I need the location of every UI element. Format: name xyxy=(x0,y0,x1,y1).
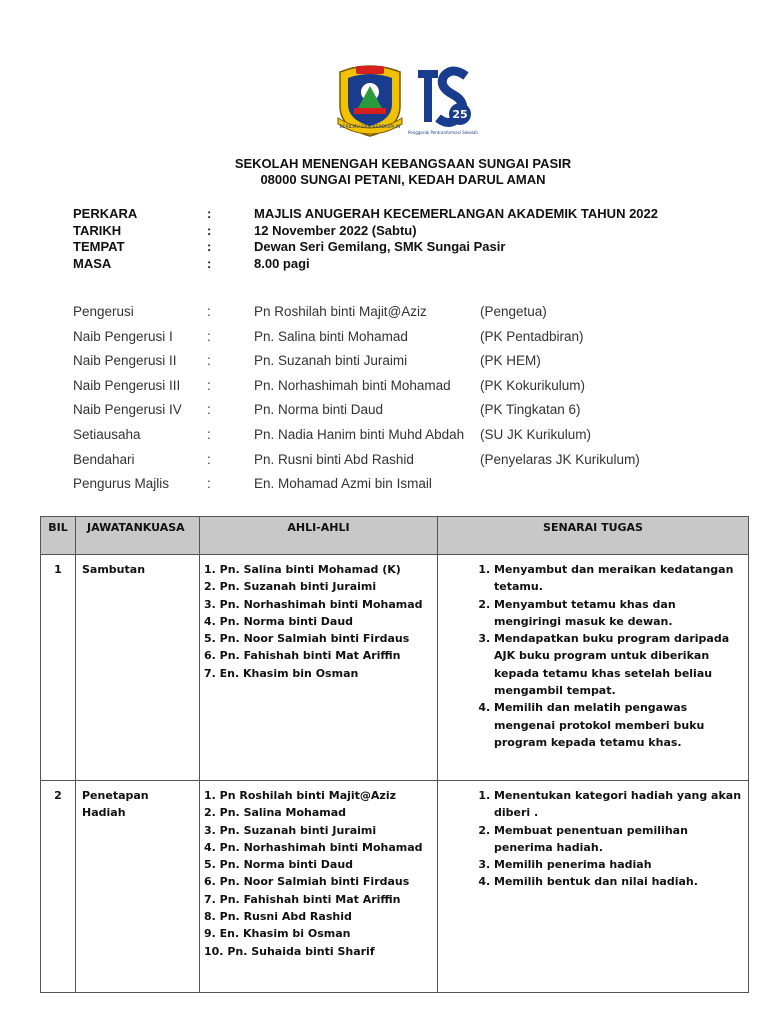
officer-colon: : xyxy=(207,304,211,319)
officer-role: Pengerusi xyxy=(73,304,134,319)
officer-role: Naib Pengerusi IV xyxy=(73,402,182,418)
officer-post: (PK Tingkatan 6) xyxy=(480,402,581,418)
officer-role: Naib Pengerusi III xyxy=(73,377,181,393)
officer-post: (Penyelaras JK Kurikulum) xyxy=(480,451,640,467)
meta-label: MASA xyxy=(73,255,112,271)
officer-role: Setiausaha xyxy=(73,426,141,442)
header-bil: BIL xyxy=(41,517,76,555)
officer-post: (Pengetua) xyxy=(480,304,547,319)
list-item: 3. Memilih penerima hadiah xyxy=(494,856,744,873)
table-row xyxy=(41,781,749,993)
list-item: 1. Menyambut dan meraikan kedatangan tetamu. xyxy=(494,561,744,596)
table-row xyxy=(41,555,749,781)
header-tugas: SENARAI TUGAS xyxy=(438,517,749,555)
list-item: 1. Pn. Salina binti Mohamad (K) xyxy=(204,563,401,576)
officer-name: En. Mohamad Azmi bin Ismail xyxy=(254,476,432,492)
member-list xyxy=(204,787,433,960)
officer-post: (SU JK Kurikulum) xyxy=(480,426,592,442)
officer-name: Pn. Norma binti Daud xyxy=(254,402,384,418)
list-item: 2. Pn. Salina Mohamad xyxy=(204,806,347,820)
list-item: 5. Pn. Noor Salmiah binti Firdaus xyxy=(204,632,410,646)
meta-label: PERKARA xyxy=(73,206,138,221)
list-item: 1. Pn Roshilah binti Majit@Aziz xyxy=(204,789,397,802)
list-item: 2. Pn. Suzanah binti Juraimi xyxy=(204,580,377,594)
list-item: 7. En. Khasim bin Osman xyxy=(204,666,359,680)
row-bil: 2 xyxy=(41,781,76,993)
row-jawatankuasa: Penetapan Hadiah xyxy=(76,781,200,993)
officer-colon: : xyxy=(207,451,211,467)
officer-role: Bendahari xyxy=(73,451,135,467)
header-ahli: AHLI-AHLI xyxy=(200,517,438,555)
row-members xyxy=(200,555,438,781)
list-item: 6. Pn. Noor Salmiah binti Firdaus xyxy=(204,875,410,889)
list-item: 4. Pn. Norhashimah binti Mohamad xyxy=(204,840,423,854)
ts25-logo xyxy=(408,64,478,138)
officer-name: Pn. Rusni binti Abd Rashid xyxy=(254,451,414,467)
officer-role: Naib Pengerusi II xyxy=(73,353,177,369)
meta-value: 8.00 pagi xyxy=(254,255,310,271)
officer-name: Pn. Salina binti Mohamad xyxy=(254,328,408,344)
officer-name: Pn. Suzanah binti Juraimi xyxy=(254,353,408,369)
school-header xyxy=(0,156,768,188)
officer-name: Pn. Norhashimah binti Mohamad xyxy=(254,377,451,393)
committee-table xyxy=(40,516,749,993)
meta-value: 12 November 2022 (Sabtu) xyxy=(254,222,417,238)
school-crest-logo xyxy=(334,62,406,138)
header-jawatankuasa: JAWATANKUASA xyxy=(76,517,200,555)
list-item: 3. Pn. Norhashimah binti Mohamad xyxy=(204,597,423,611)
school-name: SEKOLAH MENENGAH KEBANGSAAN SUNGAI PASIR xyxy=(234,156,572,171)
officer-colon: : xyxy=(207,353,211,369)
member-list xyxy=(204,561,433,682)
row-bil: 1 xyxy=(41,555,76,781)
row-tasks xyxy=(438,555,749,781)
officer-colon: : xyxy=(207,377,211,393)
officer-colon: : xyxy=(207,402,211,418)
list-item: 3. Pn. Suzanah binti Juraimi xyxy=(204,823,377,837)
row-jawatankuasa: Sambutan xyxy=(76,555,200,781)
crest-motto: BERILMU DAN BERDISIPLIN xyxy=(339,125,401,130)
row-members xyxy=(200,781,438,993)
list-item: 4. Memilih dan melatih pengawas mengenai protokol memberi buku program kepada tetamu khas. xyxy=(494,699,744,751)
meta-label: TARIKH xyxy=(73,222,122,238)
task-list xyxy=(442,561,744,751)
officer-colon: : xyxy=(207,328,211,344)
officer-role: Naib Pengerusi I xyxy=(73,328,173,344)
list-item: 8. Pn. Rusni Abd Rashid xyxy=(204,910,352,924)
list-item: 3. Mendapatkan buku program daripada AJK buku program untuk diberikan kepada tetamu khas setelah beliau mengambil tempat. xyxy=(494,630,744,699)
list-item: 10. Pn. Suhaida binti Sharif xyxy=(204,944,375,958)
list-item: 2. Menyambut tetamu khas dan mengiringi masuk ke dewan. xyxy=(494,596,744,631)
list-item: 4. Pn. Norma binti Daud xyxy=(204,614,354,628)
meta-colon: : xyxy=(207,206,212,221)
officer-name: Pn. Nadia Hanim binti Muhd Abdah xyxy=(254,426,465,442)
row-tasks xyxy=(438,781,749,993)
officer-post: (PK Kokurikulum) xyxy=(480,377,586,393)
officer-colon: : xyxy=(207,476,211,492)
task-list xyxy=(442,787,744,891)
officer-post: (PK Pentadbiran) xyxy=(480,328,584,344)
school-logos xyxy=(334,62,484,140)
meta-value: Dewan Seri Gemilang, SMK Sungai Pasir xyxy=(254,239,506,254)
meta-colon: : xyxy=(207,239,212,254)
school-address: 08000 SUNGAI PETANI, KEDAH DARUL AMAN xyxy=(260,172,546,187)
list-item: 7. Pn. Fahishah binti Mat Ariffin xyxy=(204,892,401,906)
meta-colon: : xyxy=(207,222,212,238)
officer-name: Pn Roshilah binti Majit@Aziz xyxy=(254,304,427,319)
list-item: 2. Membuat penentuan pemilihan penerima hadiah. xyxy=(494,822,744,857)
meta-colon: : xyxy=(207,255,212,271)
officer-colon: : xyxy=(207,426,211,442)
ts-logo-number: 25 xyxy=(452,108,468,121)
meta-value: MAJLIS ANUGERAH KECEMERLANGAN AKADEMIK TAHUN 2022 xyxy=(254,206,658,221)
list-item: 9. En. Khasim bi Osman xyxy=(204,927,351,941)
table-header-row xyxy=(41,517,749,555)
list-item: 1. Menentukan kategori hadiah yang akan diberi . xyxy=(494,787,744,822)
list-item: 6. Pn. Fahishah binti Mat Ariffin xyxy=(204,649,401,663)
officer-post: (PK HEM) xyxy=(480,353,541,369)
list-item: 4. Memilih bentuk dan nilai hadiah. xyxy=(494,873,744,890)
list-item: 5. Pn. Norma binti Daud xyxy=(204,858,354,872)
meta-label: TEMPAT xyxy=(73,239,125,254)
ts-logo-tagline: Penggerak Pentranformasi Sekolah xyxy=(408,130,478,135)
officer-role: Pengurus Majlis xyxy=(73,476,170,492)
